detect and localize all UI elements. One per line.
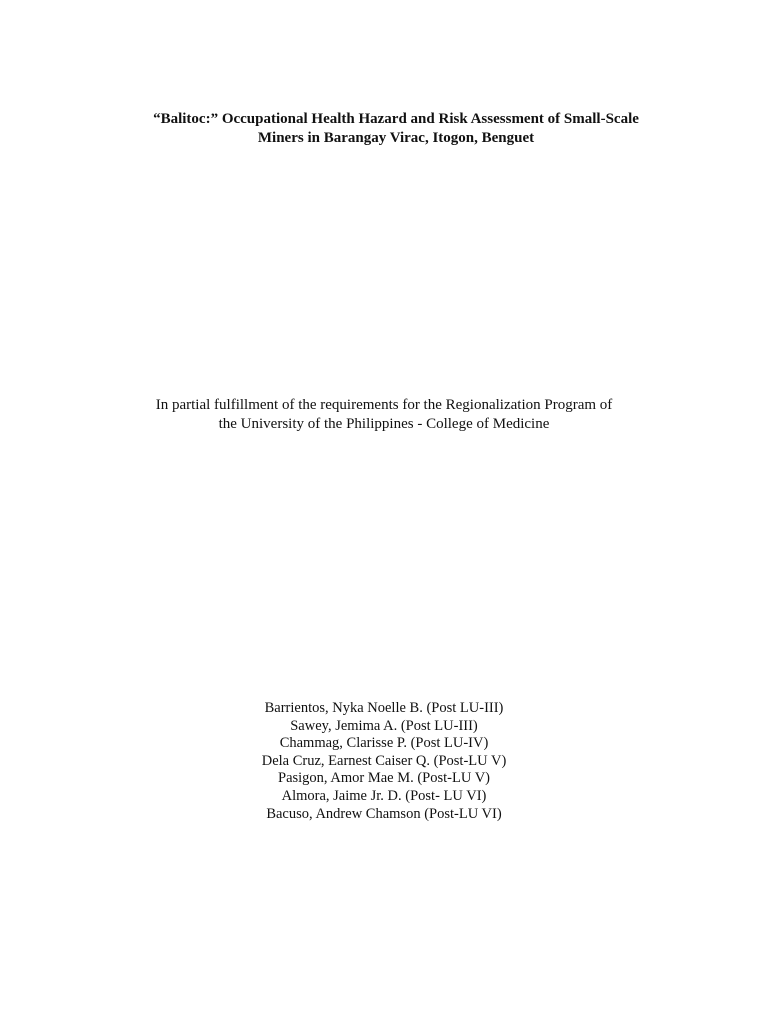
author-name: Almora, Jaime Jr. D. (Post- LU VI) — [281, 787, 487, 804]
author-name: Chammag, Clarisse P. (Post LU-IV) — [279, 735, 489, 752]
fulfillment-line-2: the University of the Philippines - College of Medicine — [218, 416, 550, 432]
author-list — [0, 700, 768, 823]
document-title — [0, 110, 768, 148]
fulfillment-statement — [0, 396, 768, 434]
author-name: Sawey, Jemima A. (Post LU-III) — [290, 717, 478, 734]
author-name: Pasigon, Amor Mae M. (Post-LU V) — [278, 770, 490, 787]
title-line-2: Miners in Barangay Virac, Itogon, Benguet — [257, 130, 535, 146]
author-name: Barrientos, Nyka Noelle B. (Post LU-III) — [264, 700, 504, 716]
title-line-1: “Balitoc:” Occupational Health Hazard and Risk Assessment of Small-Scale — [153, 111, 639, 127]
author-name: Bacuso, Andrew Chamson (Post-LU VI) — [266, 805, 502, 822]
author-name: Dela Cruz, Earnest Caiser Q. (Post-LU V) — [261, 752, 507, 769]
fulfillment-line-1: In partial fulfillment of the requirements for the Regionalization Program of — [155, 397, 613, 413]
